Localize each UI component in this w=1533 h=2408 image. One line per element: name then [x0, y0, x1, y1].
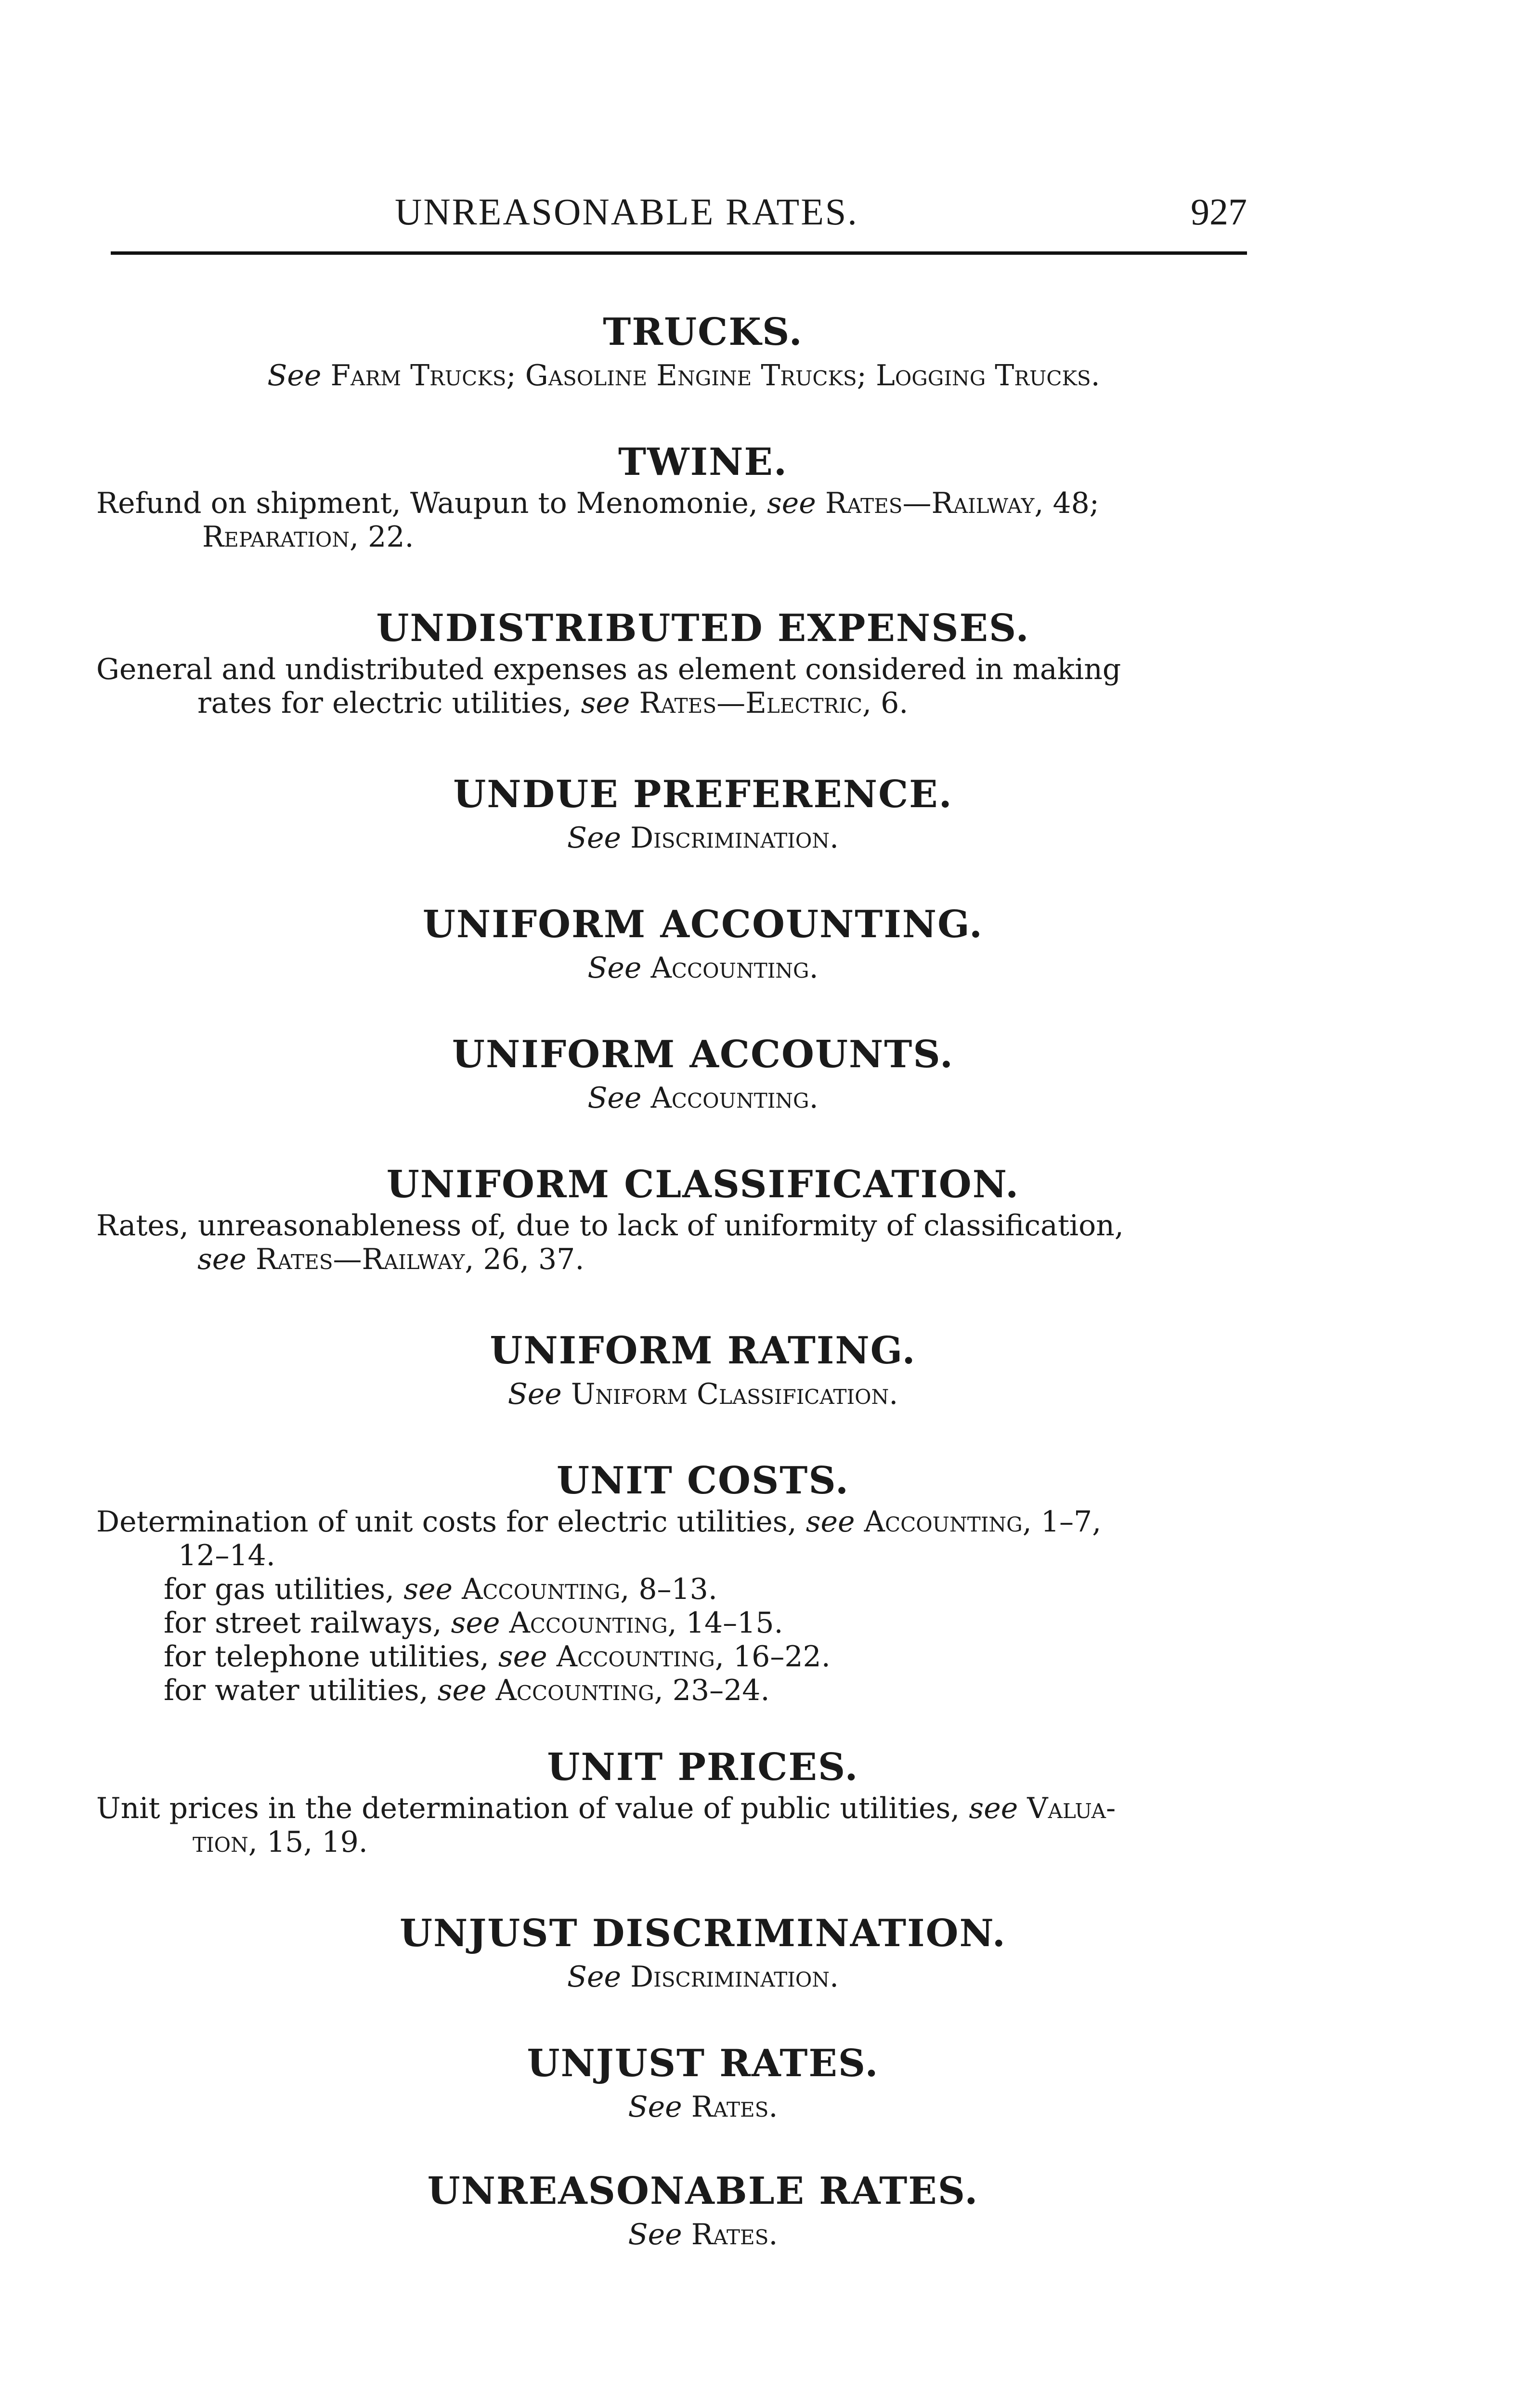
line-text: 12–14. [178, 1539, 275, 1572]
see-target: Accounting [864, 1505, 1023, 1539]
space [816, 486, 825, 520]
see-reference [154, 1079, 1252, 1117]
see-reference [154, 1958, 1252, 1996]
subentry-line [96, 1606, 1252, 1640]
entry-line [96, 1539, 1252, 1572]
line-text: for water utilities, [164, 1674, 438, 1707]
see-word: see [451, 1606, 500, 1640]
index-entry-unit-prices [96, 1743, 1252, 1859]
see-word: See [267, 359, 322, 393]
entry-line [96, 486, 1252, 520]
line-text: for gas utilities, [164, 1572, 404, 1606]
index-entry-trucks [96, 308, 1252, 395]
line-text: for telephone utilities, [164, 1640, 498, 1674]
see-target: tion [193, 1825, 248, 1859]
entry-line [96, 1825, 1252, 1859]
space [547, 1640, 557, 1674]
locator: , 1–7, [1022, 1505, 1102, 1539]
see-word: see [766, 486, 816, 520]
entry-heading: UNDISTRIBUTED EXPENSES. [376, 606, 1030, 650]
space [486, 1674, 495, 1707]
see-target: Uniform Classification. [571, 1377, 898, 1411]
header-rule [111, 251, 1247, 255]
space [855, 1505, 864, 1539]
see-target: Accounting. [650, 1081, 818, 1115]
index-entry-unjust-rates [96, 2040, 1252, 2126]
running-title: UNREASONABLE RATES. [395, 191, 858, 233]
see-target: Discrimination. [630, 821, 839, 855]
entry-heading: UNJUST DISCRIMINATION. [400, 1911, 1006, 1955]
locator: , 48; [1034, 486, 1100, 520]
see-target: Reparation [202, 520, 350, 554]
see-target: Accounting. [650, 951, 818, 985]
line-text: General and undistributed expenses as element considered in making [96, 653, 1121, 686]
see-reference [154, 819, 1252, 857]
space [1018, 1792, 1027, 1825]
see-target: Rates—Electric [639, 686, 862, 720]
line-text: Refund on shipment, Waupun to Menomonie, [96, 486, 767, 520]
running-head [111, 190, 1247, 243]
see-word: see [403, 1572, 453, 1606]
see-word: see [969, 1792, 1018, 1825]
see-word: See [628, 2090, 682, 2124]
entry-line [96, 653, 1252, 686]
see-target: Farm Trucks; Gasoline Engine Trucks; Logging Trucks. [330, 359, 1100, 393]
entry-heading: UNJUST RATES. [527, 2042, 879, 2085]
see-reference [154, 2215, 1252, 2254]
entry-line [96, 1209, 1252, 1243]
see-target: Rates—Railway [255, 1243, 465, 1276]
subentry-line [96, 1572, 1252, 1606]
entry-heading: UNIFORM CLASSIFICATION. [386, 1163, 1020, 1206]
line-text: Rates, unreasonableness of, due to lack of uniformity of classification, [96, 1209, 1124, 1243]
entry-line [96, 1792, 1252, 1825]
index-entry-uniform-accounting [96, 901, 1252, 987]
line-text: rates for electric utilities, [197, 686, 581, 720]
entry-heading: TWINE. [618, 440, 788, 484]
see-reference [154, 2088, 1252, 2126]
line-text: Unit prices in the determination of value of public utilities, [96, 1792, 969, 1825]
see-word: see [437, 1674, 487, 1707]
see-word: See [567, 1960, 621, 1994]
entry-line [96, 1505, 1252, 1539]
see-reference [96, 356, 1252, 395]
index-entry-uniform-accounts [96, 1031, 1252, 1117]
index-entry-unreasonable-rates [96, 2167, 1252, 2254]
locator: , 6. [862, 686, 909, 720]
locator: , 26, 37. [465, 1243, 585, 1276]
line-text: for street railways, [164, 1606, 451, 1640]
entry-heading: UNIFORM ACCOUNTS. [452, 1033, 954, 1076]
entry-heading: UNIT PRICES. [547, 1745, 859, 1789]
see-word: See [587, 1081, 642, 1115]
index-entry-uniform-classification [96, 1161, 1252, 1276]
index-entry-unjust-discrimination [96, 1910, 1252, 1996]
entry-heading: UNREASONABLE RATES. [427, 2169, 979, 2213]
see-word: See [507, 1377, 562, 1411]
see-word: see [805, 1505, 855, 1539]
entry-line [96, 1243, 1252, 1276]
index-entry-undue-preference [96, 771, 1252, 857]
subentry-line [96, 1674, 1252, 1707]
page-number: 927 [1191, 191, 1247, 233]
see-word: See [567, 821, 621, 855]
index-entry-twine [96, 438, 1252, 554]
line-text: Determination of unit costs for electric utilities, [96, 1505, 806, 1539]
entry-heading: UNIFORM RATING. [490, 1329, 916, 1373]
see-reference [154, 1375, 1252, 1413]
locator: , 8–13. [620, 1572, 717, 1606]
locator: , 22. [350, 520, 414, 554]
see-word: See [628, 2218, 682, 2251]
locator: , 15, 19. [248, 1825, 368, 1859]
entry-heading: UNDUE PREFERENCE. [453, 772, 953, 816]
space [247, 1243, 256, 1276]
locator: , 14–15. [667, 1606, 783, 1640]
subentry-line [96, 1640, 1252, 1674]
entry-line [96, 686, 1252, 720]
see-word: See [587, 951, 642, 985]
see-target: Discrimination. [630, 1960, 839, 1994]
see-target: Valua- [1027, 1792, 1116, 1825]
see-target: Rates—Railway [825, 486, 1035, 520]
index-entry-undistributed-expenses [96, 604, 1252, 720]
see-target: Accounting [556, 1640, 715, 1674]
see-target: Accounting [495, 1674, 654, 1707]
locator: , 23–24. [654, 1674, 770, 1707]
see-word: see [581, 686, 630, 720]
index-entry-uniform-rating [96, 1327, 1252, 1413]
see-reference [154, 949, 1252, 987]
see-target: Accounting [509, 1606, 668, 1640]
index-entry-unit-costs [96, 1457, 1252, 1707]
see-target: Rates. [691, 2090, 778, 2124]
see-word: see [498, 1640, 547, 1674]
entry-heading: UNIT COSTS. [556, 1459, 850, 1503]
see-target: Accounting [462, 1572, 621, 1606]
locator: , 16–22. [715, 1640, 831, 1674]
entry-line [96, 520, 1252, 554]
see-word: see [197, 1243, 247, 1276]
space [453, 1572, 462, 1606]
entry-heading: TRUCKS. [603, 310, 803, 354]
space [500, 1606, 509, 1640]
entry-heading: UNIFORM ACCOUNTING. [422, 903, 984, 946]
see-target: Rates. [691, 2218, 778, 2251]
space [630, 686, 639, 720]
